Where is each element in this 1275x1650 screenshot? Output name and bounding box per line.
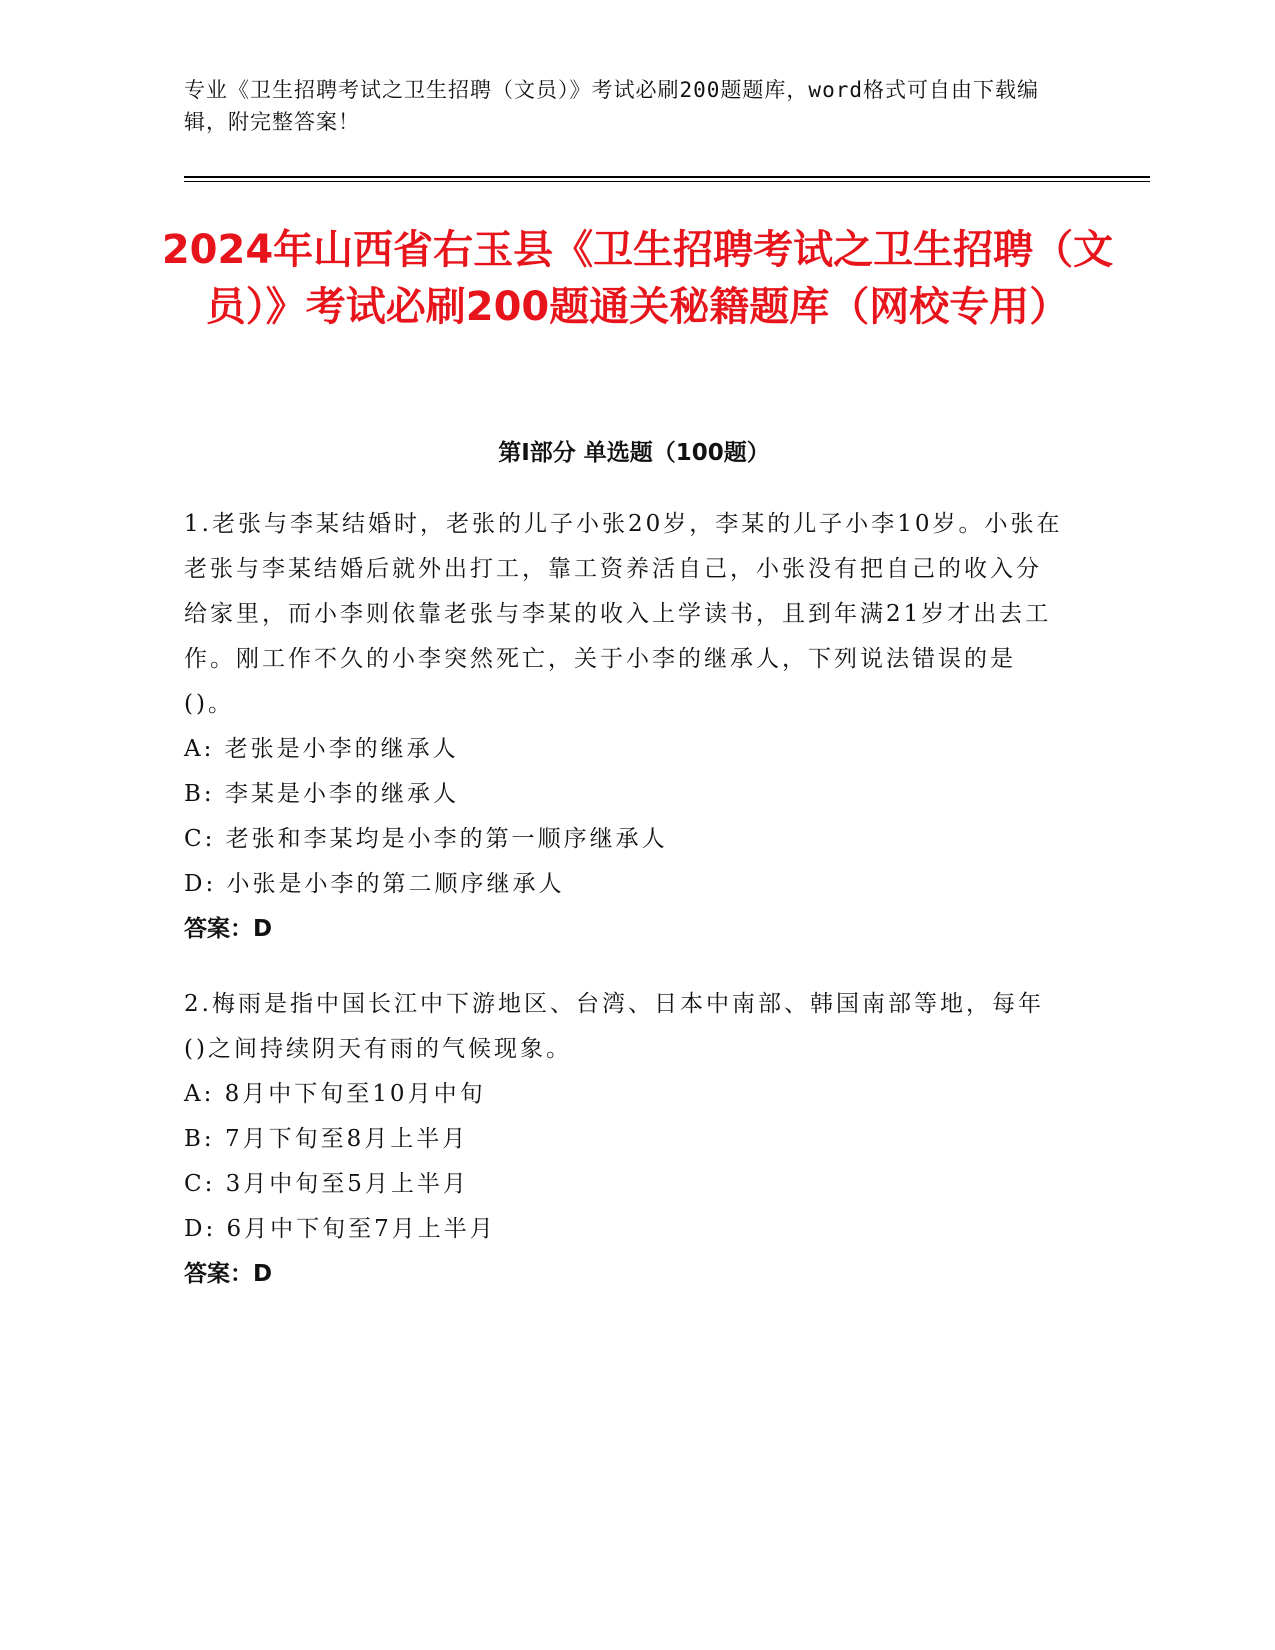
option-a: A: 8月中下旬至10月中旬	[184, 1081, 486, 1107]
document-title: 2024年山西省右玉县《卫生招聘考试之卫生招聘（文员）》考试必刷200题通关秘籍题库（网校专用）	[161, 227, 1114, 330]
answer: 答案：D	[184, 1261, 273, 1287]
option-b: B: 李某是小李的继承人	[184, 781, 459, 807]
answer: 答案：D	[184, 916, 273, 942]
option-a: A: 老张是小李的继承人	[184, 736, 459, 762]
question-2	[184, 982, 1064, 1297]
option-c: C: 老张和李某均是小李的第一顺序继承人	[184, 826, 668, 852]
option-b: B: 7月下旬至8月上半月	[184, 1126, 469, 1152]
section-heading: 第Ⅰ部分 单选题（100题）	[498, 440, 770, 466]
option-d: D: 小张是小李的第二顺序继承人	[184, 871, 565, 897]
question-text: 2.梅雨是指中国长江中下游地区、台湾、日本中南部、韩国南部等地，每年()之间持续阴天有雨的气候现象。	[184, 991, 1044, 1062]
header-note: 专业《卫生招聘考试之卫生招聘（文员）》考试必刷200题题库，word格式可自由下载编辑，附完整答案！	[184, 78, 1039, 134]
header-divider-thick	[184, 176, 1150, 178]
question-text: 1.老张与李某结婚时，老张的儿子小张20岁，李某的儿子小李10岁。小张在老张与李某结婚后就外出打工，靠工资养活自己，小张没有把自己的收入分给家里，而小李则依靠老张与李某的收入上学读书，且到年满21岁才出去工作。刚工作不久的小李突然死亡，关于小李的继承人，下列说法错误的是()。	[184, 511, 1063, 717]
option-c: C: 3月中旬至5月上半月	[184, 1171, 469, 1197]
question-1	[184, 502, 1064, 952]
header-divider-thin	[184, 181, 1150, 182]
option-d: D: 6月中下旬至7月上半月	[184, 1216, 496, 1242]
